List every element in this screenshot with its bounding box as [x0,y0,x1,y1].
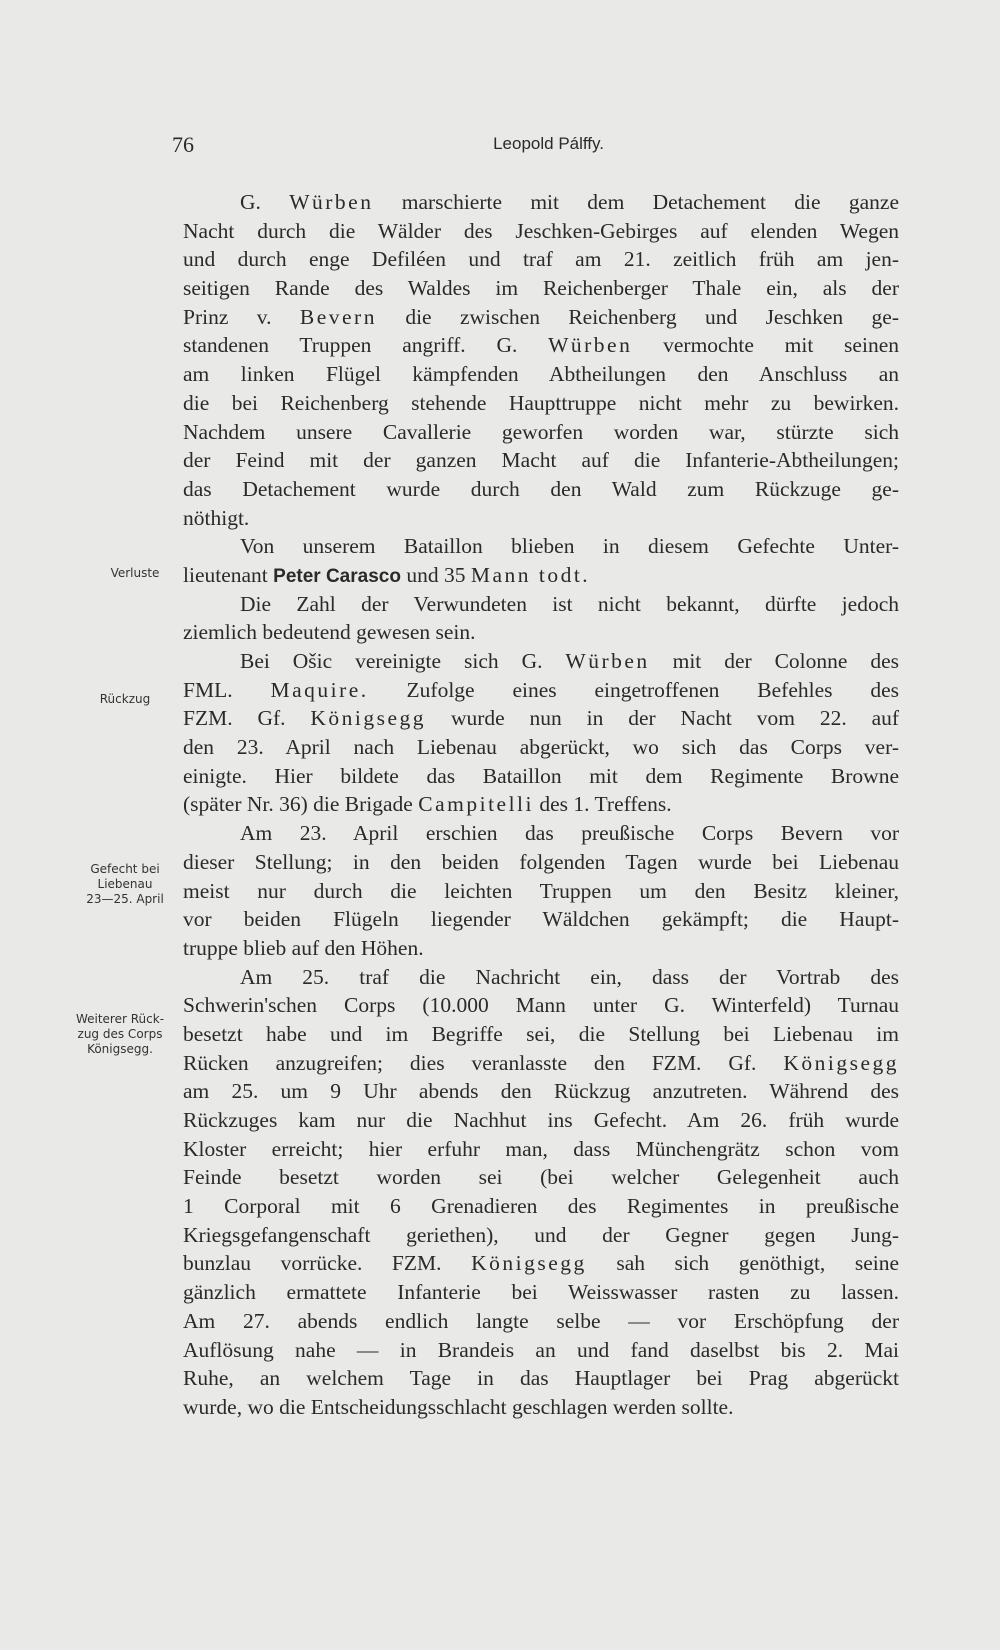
text-line: Die Zahl der Verwundeten ist nicht bekannt, dürfte jedoch [240,591,899,616]
text-line: meist nur durch die leichten Truppen um den Besitz kleiner, [183,878,899,903]
running-title: Leopold Pálffy. [493,134,604,153]
text-line: lieutenant Peter Carasco und 35 Mann todt. [183,562,591,587]
text-line: das Detachement wurde durch den Wald zum Rückzuge ge- [183,476,899,501]
text-line: Bei Ošic vereinigte sich G. Würben mit der Colonne des [240,649,900,673]
text-line: Ruhe, an welchem Tage in das Hauptlager bei Prag abgerückt [183,1366,899,1391]
text-line: Am 23. April erschien das preußische Corps Bevern vor [240,821,899,846]
text-line: standenen Truppen angriff. G. Würben vermochte mit seinen [183,333,899,358]
text-line: vor beiden Flügeln liegender Wäldchen gekämpft; die Haupt- [183,907,899,932]
page-number: 76 [172,132,194,157]
text-line: Feinde besetzt worden sei (bei welcher Gelegenheit auch [183,1165,899,1190]
text-line: ziemlich bedeutend gewesen sein. [183,620,476,645]
text-line: einigte. Hier bildete das Bataillon mit dem Regimente Browne [183,763,899,788]
text-line: Kloster erreicht; hier erfuhr man, dass Münchengrätz schon vom [183,1136,899,1161]
margin-note-gefecht: Gefecht bei Liebenau 23—25. April [86,862,164,906]
text-line: 1 Corporal mit 6 Grenadieren des Regimentes in preußische [183,1194,899,1219]
text-line: besetzt habe und im Begriffe sei, die Stellung bei Liebenau im [183,1021,899,1046]
text-line: die bei Reichenberg stehende Haupttruppe nicht mehr zu bewirken. [183,390,899,415]
text-line: FML. Maquire. Zufolge eines eingetroffenen Befehles des [183,677,900,702]
text-line: bunzlau vorrücke. FZM. Königsegg sah sich genöthigt, seine [183,1251,900,1276]
text-line: dieser Stellung; in den beiden folgenden Tagen wurde bei Liebenau [183,849,899,874]
text-line: Kriegsgefangenschaft geriethen), und der Gegner gegen Jung- [183,1222,899,1247]
text-line: am 25. um 9 Uhr abends den Rückzug anzutreten. Während des [183,1079,899,1104]
text-line: und durch enge Defiléen und traf am 21. zeitlich früh am jen- [183,247,899,272]
text-line: FZM. Gf. Königsegg wurde nun in der Nacht vom 22. auf [183,706,900,731]
text-line: Prinz v. Bevern die zwischen Reichenberg und Jeschken ge- [183,304,899,329]
body-text [183,188,899,1422]
margin-note-verluste: Verluste [110,566,160,580]
person-name: Peter Carasco [273,565,401,587]
text-line: Nachdem unsere Cavallerie geworfen worden war, stürzte sich [183,419,899,444]
text-line: nöthigt. [183,505,250,530]
text-line: (später Nr. 36) die Brigade Campitelli des 1. Treffens. [183,792,672,817]
text-line: am linken Flügel kämpfenden Abtheilungen den Anschluss an [183,362,899,387]
text-line: Auflösung nahe — in Brandeis an und fand daselbst bis 2. Mai [183,1337,899,1362]
text-line: den 23. April nach Liebenau abgerückt, wo sich das Corps ver- [183,735,899,760]
text-line: der Feind mit der ganzen Macht auf die Infanterie-Abtheilungen; [183,448,899,473]
text-line: Am 25. traf die Nachricht ein, dass der Vortrab des [240,964,899,989]
margin-note-rueckzug: Rückzug [99,692,151,706]
text-line: Rücken anzugreifen; dies veranlasste den FZM. Gf. Königsegg [183,1050,900,1075]
text-line: Schwerin'schen Corps (10.000 Mann unter G. Winterfeld) Turnau [183,993,899,1018]
text-line: Rückzuges kam nur die Nachhut ins Gefecht. Am 26. früh wurde [183,1108,899,1132]
text-line: seitigen Rande des Waldes im Reichenberger Thale ein, als der [183,276,899,301]
text-line: gänzlich ermattete Infanterie bei Weisswasser rasten zu lassen. [183,1280,899,1305]
text-line: wurde, wo die Entscheidungsschlacht geschlagen werden sollte. [183,1394,734,1419]
text-line: Nacht durch die Wälder des Jeschken-Gebirges auf elenden Wegen [183,218,899,243]
text-line: truppe blieb auf den Höhen. [183,935,424,960]
page-header [172,132,604,162]
margin-note-weiterer: Weiterer Rück- zug des Corps Königsegg. [75,1012,165,1056]
text-line: Von unserem Bataillon blieben in diesem Gefechte Unter- [240,534,899,559]
text-line: Am 27. abends endlich langte selbe — vor Erschöpfung der [183,1308,899,1333]
text-line: G. Würben marschierte mit dem Detachement die ganze [240,190,899,214]
